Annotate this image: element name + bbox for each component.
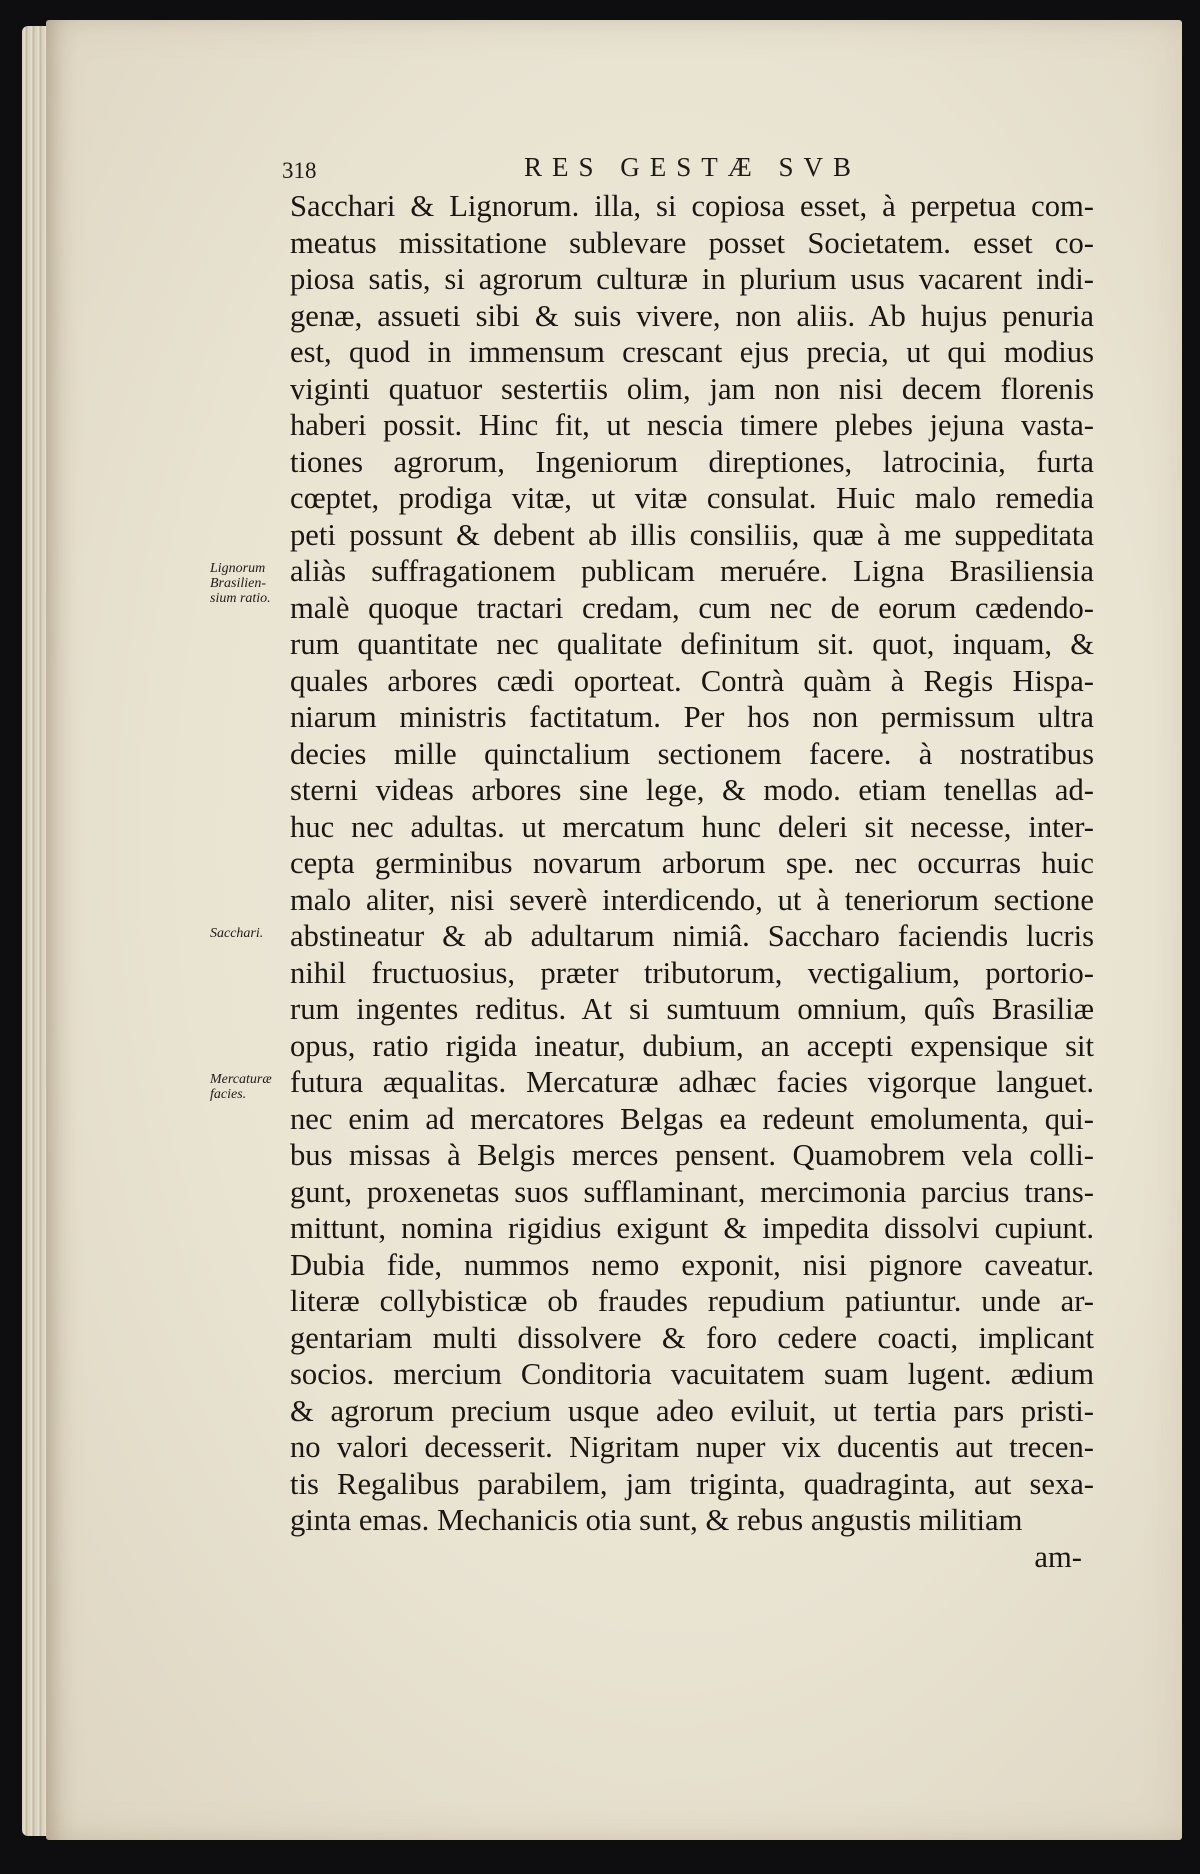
text-line: gunt, proxenetas suos sufflaminant, mercimonia parcius trans- bbox=[290, 1174, 1094, 1209]
text-line: malè quoque tractari credam, cum nec de eorum cædendo- bbox=[290, 590, 1094, 625]
body-text bbox=[290, 188, 1094, 1539]
text-line: Dubia fide, nummos nemo exponit, nisi pignore caveatur. bbox=[290, 1247, 1094, 1282]
text-line: genæ, assueti sibi & suis vivere, non aliis. Ab hujus penuria bbox=[290, 298, 1094, 333]
text-line: aliàs suffragationem publicam meruére. Ligna Brasiliensia bbox=[290, 554, 1094, 588]
text-line: gentariam multi dissolvere & foro cedere coacti, implicant bbox=[290, 1320, 1094, 1355]
page-header bbox=[282, 152, 982, 182]
text-line: piosa satis, si agrorum culturæ in plurium usus vacarent indi- bbox=[290, 262, 1094, 296]
text-line: nec enim ad mercatores Belgas ea redeunt emolumenta, qui- bbox=[290, 1101, 1094, 1136]
marginal-note-line: Mercaturæ bbox=[210, 1072, 272, 1087]
text-line: peti possunt & debent ab illis consiliis, quæ à me suppeditata bbox=[290, 517, 1094, 552]
text-line: socios. mercium Conditoria vacuitatem suam lugent. ædium bbox=[290, 1357, 1094, 1391]
text-line: tis Regalibus parabilem, jam triginta, quadraginta, aut sexa- bbox=[290, 1466, 1094, 1501]
text-line: futura æqualitas. Mercaturæ adhæc facies vigorque languet. bbox=[290, 1065, 1094, 1099]
marginal-note-mercaturae bbox=[210, 1072, 290, 1102]
marginal-note-line: Sacchari. bbox=[210, 926, 264, 941]
marginal-note-line: facies. bbox=[210, 1087, 247, 1102]
text-line: rum ingentes reditus. At si sumtuum omnium, quîs Brasiliæ bbox=[290, 992, 1094, 1026]
text-line: nihil fructuosius, præter tributorum, vectigalium, portorio- bbox=[290, 955, 1094, 990]
marginal-note-sacchari bbox=[210, 926, 290, 941]
text-line: Sacchari & Lignorum. illa, si copiosa esset, à perpetua com- bbox=[290, 189, 1094, 223]
text-line: haberi possit. Hinc fit, ut nescia timere plebes jejuna vasta- bbox=[290, 408, 1094, 442]
running-head: RES GESTÆ SVB bbox=[524, 152, 862, 182]
text-line: literæ collybisticæ ob fraudes repudium patiuntur. unde ar- bbox=[290, 1284, 1094, 1318]
text-line: niarum ministris factitatum. Per hos non permissum ultra bbox=[290, 700, 1094, 734]
text-line: huc nec adultas. ut mercatum hunc deleri sit necesse, inter- bbox=[290, 809, 1094, 844]
text-line: opus, ratio rigida ineatur, dubium, an accepti expensique sit bbox=[290, 1028, 1094, 1063]
text-line: cœptet, prodiga vitæ, ut vitæ consulat. Huic malo remedia bbox=[290, 481, 1094, 515]
page-number: 318 bbox=[282, 158, 317, 183]
text-line: & agrorum precium usque adeo eviluit, ut tertia pars pristi- bbox=[290, 1393, 1094, 1428]
text-line: decies mille quinctalium sectionem facere. à nostratibus bbox=[290, 736, 1094, 771]
text-line: mittunt, nomina rigidius exigunt & impedita dissolvi cupiunt. bbox=[290, 1211, 1094, 1245]
text-line: meatus missitatione sublevare posset Societatem. esset co- bbox=[290, 225, 1094, 260]
text-line: abstineatur & ab adultarum nimiâ. Saccharo faciendis lucris bbox=[290, 919, 1094, 953]
text-line: bus missas à Belgis merces pensent. Quamobrem vela colli- bbox=[290, 1138, 1094, 1172]
text-line: rum quantitate nec qualitate definitum sit. quot, inquam, & bbox=[290, 627, 1094, 661]
catchword: am- bbox=[1034, 1540, 1082, 1574]
text-line: cepta germinibus novarum arborum spe. nec occurras huic bbox=[290, 846, 1094, 880]
text-line: est, quod in immensum crescant ejus precia, ut qui modius bbox=[290, 335, 1094, 369]
text-line: ginta emas. Mechanicis otia sunt, & rebus angustis militiam bbox=[290, 1503, 1023, 1537]
marginal-note-line: Brasilien- bbox=[210, 576, 266, 591]
text-line: no valori decesserit. Nigritam nuper vix ducentis aut trecen- bbox=[290, 1430, 1094, 1464]
text-line: tiones agrorum, Ingeniorum direptiones, latrocinia, furta bbox=[290, 444, 1094, 479]
marginal-note-line: Lignorum bbox=[210, 561, 266, 576]
marginal-note-line: sium ratio. bbox=[210, 591, 271, 606]
text-line: malo aliter, nisi severè interdicendo, ut à teneriorum sectione bbox=[290, 882, 1094, 917]
text-line: quales arbores cædi oporteat. Contrà quàm à Regis Hispa- bbox=[290, 663, 1094, 698]
marginal-note-lignorum bbox=[210, 561, 290, 606]
text-line: viginti quatuor sestertiis olim, jam non nisi decem florenis bbox=[290, 371, 1094, 406]
text-line: sterni videas arbores sine lege, & modo. etiam tenellas ad- bbox=[290, 773, 1094, 807]
